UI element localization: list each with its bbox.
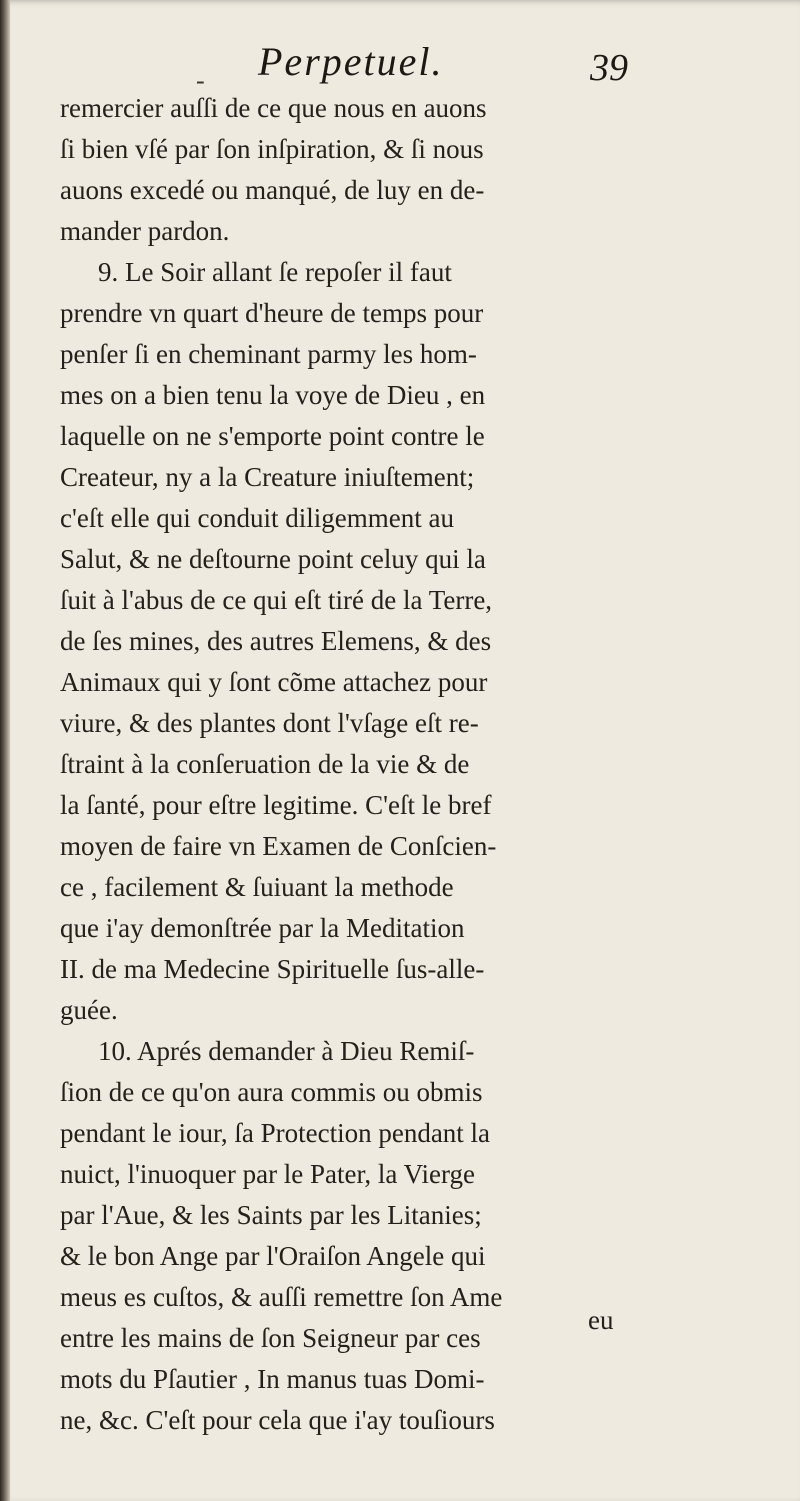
text-line: ſi bien vſé par ſon inſpiration, & ſi nous xyxy=(60,134,484,164)
text-line: II. de ma Medecine Spirituelle ſus-alle- xyxy=(60,954,485,984)
text-line: Createur, ny a la Creature iniuſtement; xyxy=(60,462,475,492)
text-line: entre les mains de ſon Seigneur par ces xyxy=(60,1323,481,1353)
text-line: ce , facilement & ſuiuant la methode xyxy=(60,872,454,902)
text-line: viure, & des plantes dont l'vſage eſt re- xyxy=(60,708,479,738)
page-number: 39 xyxy=(590,47,628,89)
text-line: guée. xyxy=(60,995,118,1025)
text-line: remercier auſſi de ce que nous en auons xyxy=(60,93,487,123)
text-line: ſuit à l'abus de ce qui eſt tiré de la Terre, xyxy=(60,585,493,615)
text-line: ne, &c. C'eſt pour cela que i'ay touſiours xyxy=(60,1405,495,1435)
text-line: ſion de ce qu'on aura commis ou obmis xyxy=(60,1077,483,1107)
text-line: mander pardon. xyxy=(60,216,230,246)
text-line: mots du Pſautier , In manus tuas Domi- xyxy=(60,1364,485,1394)
body-text xyxy=(60,88,640,1441)
text-line: moyen de faire vn Examen de Conſcien- xyxy=(60,831,497,861)
text-line: penſer ſi en cheminant parmy les hom- xyxy=(60,339,477,369)
text-line: la ſanté, pour eſtre legitime. C'eſt le bref xyxy=(60,790,492,820)
text-line: prendre vn quart d'heure de temps pour xyxy=(60,298,484,328)
text-line: Animaux qui y ſont cõme attachez pour xyxy=(60,667,488,697)
text-line: laquelle on ne s'emporte point contre le xyxy=(60,421,485,451)
text-line: 10. Aprés demander à Dieu Remiſ- xyxy=(98,1036,475,1066)
running-head: Perpetuel. xyxy=(258,39,444,84)
text-line: mes on a bien tenu la voye de Dieu , en xyxy=(60,380,486,410)
catchword: eu xyxy=(588,1305,614,1335)
text-line: que i'ay demonſtrée par la Meditation xyxy=(60,913,465,943)
text-line: ſtraint à la conſeruation de la vie & de xyxy=(60,749,470,779)
header-dash: - xyxy=(196,66,205,95)
text-line: pendant le iour, ſa Protection pendant la xyxy=(60,1118,491,1148)
text-line: & le bon Ange par l'Oraiſon Angele qui xyxy=(60,1241,486,1271)
text-line: par l'Aue, & les Saints par les Litanies; xyxy=(60,1200,482,1230)
text-line: auons excedé ou manqué, de luy en de- xyxy=(60,175,485,205)
text-line: Salut, & ne deſtourne point celuy qui la xyxy=(60,544,486,574)
text-line: c'eſt elle qui conduit diligemment au xyxy=(60,503,455,533)
page-gutter-shadow xyxy=(0,0,10,1501)
text-line: 9. Le Soir allant ſe repoſer il faut xyxy=(98,257,452,287)
text-line: nuict, l'inuoquer par le Pater, la Vierge xyxy=(60,1159,476,1189)
text-line: de ſes mines, des autres Elemens, & des xyxy=(60,626,492,656)
text-line: meus es cuſtos, & auſſi remettre ſon Ame xyxy=(60,1282,503,1312)
